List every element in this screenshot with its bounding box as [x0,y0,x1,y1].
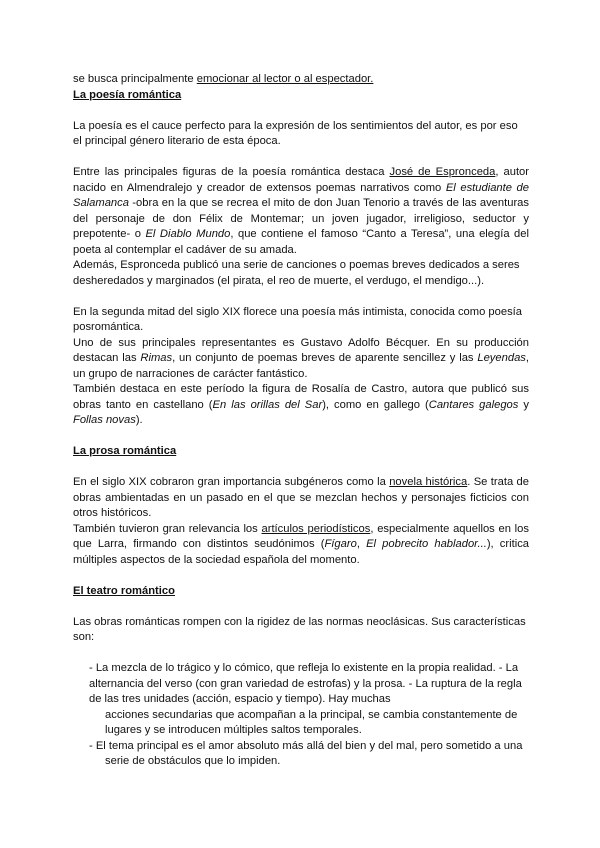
espronceda-link[interactable]: José de Espronceda [389,166,496,178]
intro-line [73,72,529,88]
poesia-heading: La poesía romántica [73,88,182,101]
poesia-paragraph-4: En la segunda mitad del siglo XIX florece una poesía más intimista, conocida como poesía posromántica. [73,305,522,333]
document-page [73,72,529,770]
list-item-continuation: acciones secundarias que acompañan a la principal, se cambia constantemente de lugares y se introducen múltiples saltos temporales. [105,708,518,736]
title-pobrecito: El pobrecito hablador... [366,538,487,550]
intro-text: se busca principalmente [73,73,197,85]
teatro-heading: El teatro romántico [73,584,175,597]
list-item: - La mezcla de lo trágico y lo cómico, que refleja lo existente en la propia realidad. - La alternancia del verso (con gran variedad de estrofas) y la prosa. - La ruptura de la regla de las tres unidades (acción, espacio y tiempo). Hay muchas [89,662,522,705]
poesia-paragraph-6: También destaca en este período la figura de Rosalía de Castro, autora que publicó sus obras tanto en castellano (En las orillas del Sar), como en gallego (Cantares galegos y Follas novas). [73,383,529,426]
title-leyendas: Leyendas [477,352,526,364]
teatro-list [89,661,529,770]
title-cantares: Cantares galegos [428,398,519,411]
title-rimas: Rimas [140,352,173,364]
list-item-continuation: serie de obstáculos que lo impiden. [105,755,281,767]
poesia-paragraph-2: Entre las principales figuras de la poesía romántica destaca José de Espronceda, autor nacido en Almendralejo y creador de extensos poemas narrativos como El estudiante de Salamanca -obra en la que se recrea el mito de don Juan Tenorio a través de las aventuras del personaje de don Félix de Montemar; un joven jugador, irreligioso, seductor y prepotente- o El Diablo Mundo, que contiene el famoso “Canto a Teresa”, una elegía del poeta al contemplar el cadáver de su amada. [73,166,530,256]
prosa-heading: La prosa romántica [73,445,177,457]
novela-historica-link[interactable]: novela histórica [389,476,468,488]
title-estudiante: El estudiante de Salamanca [73,181,529,209]
articulos-link[interactable]: artículos periodísticos [261,522,371,535]
poesia-paragraph-1: La poesía es el cauce perfecto para la expresión de los sentimientos del autor, es por eso el principal género literario de esta época. [73,119,518,147]
teatro-paragraph-1: Las obras románticas rompen con la rigidez de las normas neoclásicas. Sus características son: [73,615,526,643]
poesia-paragraph-3: Además, Espronceda publicó una serie de canciones o poemas breves dedicados a seres desheredados y marginados (el pirata, el reo de muerte, el verdugo, el mendigo...). [73,259,520,287]
poesia-paragraph-5: Uno de sus principales representantes es Gustavo Adolfo Bécquer. En su producción destacan las Rimas, un conjunto de poemas breves de aparente sencillez y las Leyendas, un grupo de narraciones de carácter fantástico. [73,336,529,380]
title-figaro: Fígaro [324,538,357,550]
prosa-paragraph-1: En el siglo XIX cobraron gran importancia subgéneros como la novela histórica. Se trata de obras ambientadas en un pasado en el que se mezclan hechos y personajes ficticios con otros históricos. [73,476,529,519]
intro-link[interactable]: emocionar al lector o al espectador. [196,73,374,85]
title-diablo-mundo: El Diablo Mundo [145,228,231,240]
title-orillas-sar: En las orillas del Sar [212,398,323,411]
list-item: - El tema principal es el amor absoluto más allá del bien y del mal, pero sometido a una [89,739,523,752]
title-follas: Follas novas [73,414,136,426]
prosa-paragraph-2: También tuvieron gran relevancia los artículos periodísticos, especialmente aquellos en los que Larra, firmando con distintos seudónimos (Fígaro, El pobrecito hablador...), critica múltiples aspectos de la sociedad española del momento. [73,522,530,566]
